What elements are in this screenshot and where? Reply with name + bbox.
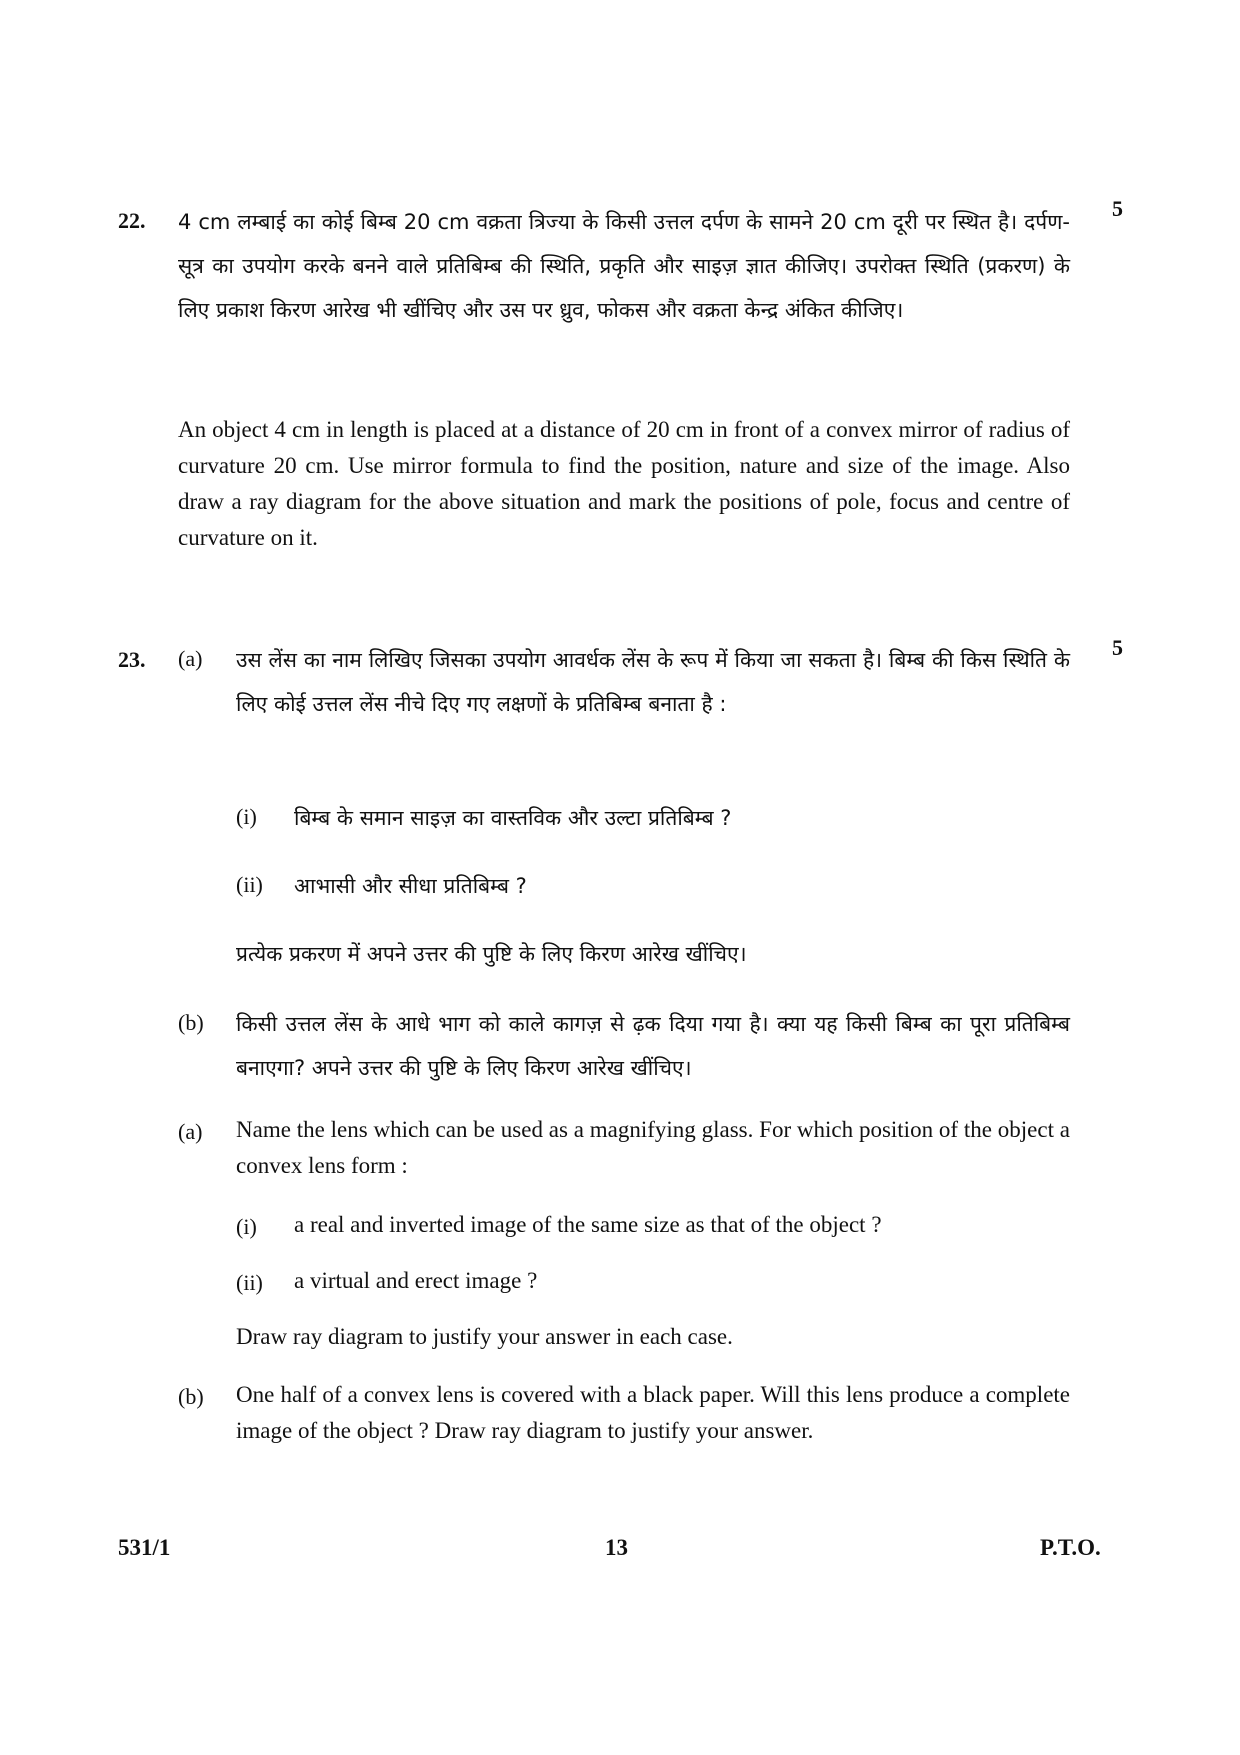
question-number: 23.: [118, 647, 146, 672]
part-note-english: Draw ray diagram to justify your answer in each case.: [236, 1324, 733, 1349]
pto-label: P.T.O.: [1040, 1535, 1101, 1560]
question-text-hindi: 4 cm लम्बाई का कोई बिम्ब 20 cm वक्रता त्रिज्या के किसी उत्तल दर्पण के सामने 20 cm दूरी पर स्थित है। दर्पण-सूत्र का उपयोग करके बनने वाले प्रतिबिम्ब की स्थिति, प्रकृति और साइज़ ज्ञात कीजिए। उपरोक्त स्थिति (प्रकरण) के लिए प्रकाश किरण आरेख भी खींचिए और उस पर ध्रुव, फोकस और वक्रता केन्द्र अंकित कीजिए।: [178, 210, 1070, 322]
subpart-label: (i): [236, 1214, 257, 1239]
part-text-hindi: किसी उत्तल लेंस के आधे भाग को काले कागज़ से ढ़क दिया गया है। क्या यह किसी बिम्ब का पूरा प्रतिबिम्ब बनाएगा? अपने उत्तर की पुष्टि के लिए किरण आरेख खींचिए।: [236, 1012, 1070, 1080]
part-text-english: One half of a convex lens is covered with a black paper. Will this lens produce a complete image of the object ? Draw ray diagram to justify your answer.: [236, 1382, 1070, 1443]
part-note-hindi: प्रत्येक प्रकरण में अपने उत्तर की पुष्टि के लिए किरण आरेख खींचिए।: [236, 942, 747, 966]
part-text-english: Name the lens which can be used as a magnifying glass. For which position of the object a convex lens form :: [236, 1117, 1070, 1178]
subpart-label: (i): [236, 804, 257, 829]
question-number: 22.: [118, 208, 146, 233]
subpart-text-hindi: बिम्ब के समान साइज़ का वास्तविक और उल्टा प्रतिबिम्ब ?: [294, 806, 732, 830]
part-label: (a): [178, 646, 203, 671]
subpart-label: (ii): [236, 1270, 263, 1295]
part-label: (a): [178, 1119, 203, 1144]
page-number: 13: [605, 1535, 628, 1560]
paper-code: 531/1: [118, 1535, 171, 1560]
subpart-text-hindi: आभासी और सीधा प्रतिबिम्ब ?: [294, 874, 527, 898]
question-marks: 5: [1112, 196, 1123, 221]
subpart-label: (ii): [236, 872, 263, 897]
part-text-hindi: उस लेंस का नाम लिखिए जिसका उपयोग आवर्धक लेंस के रूप में किया जा सकता है। बिम्ब की किस स्थिति के लिए कोई उत्तल लेंस नीचे दिए गए लक्षणों के प्रतिबिम्ब बनाता है :: [236, 648, 1070, 716]
subpart-text-english: a virtual and erect image ?: [294, 1268, 538, 1293]
question-text-english: An object 4 cm in length is placed at a distance of 20 cm in front of a convex mirror of radius of curvature 20 cm. Use mirror formula to find the position, nature and size of the image. Also draw a ray diagram for the above situation and mark the positions of pole, focus and centre of curvature on it.: [178, 417, 1070, 550]
question-marks: 5: [1112, 635, 1123, 660]
subpart-text-english: a real and inverted image of the same size as that of the object ?: [294, 1212, 882, 1237]
part-label: (b): [178, 1384, 204, 1409]
part-label: (b): [178, 1010, 204, 1035]
